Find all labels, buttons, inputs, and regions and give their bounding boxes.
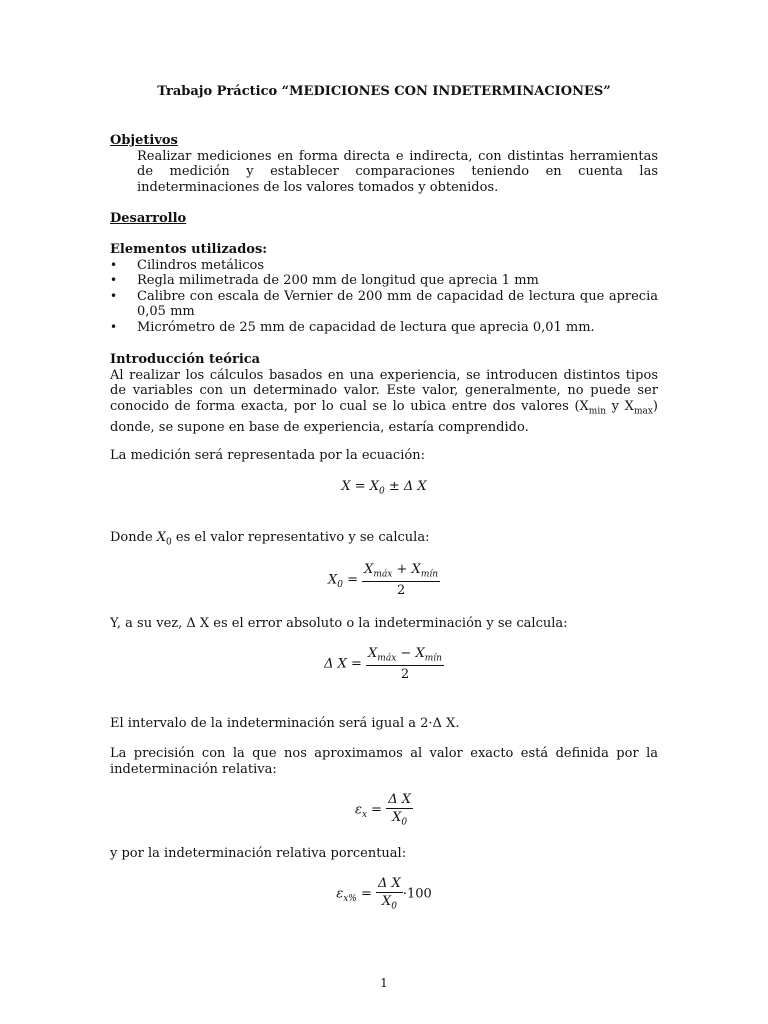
eq-text: X: [364, 562, 374, 577]
desarrollo-heading: Desarrollo: [110, 211, 187, 226]
intro-text: Al realizar los cálculos basados en una experiencia, se introducen distintos tipos de variables con un determinado valor. Este valor, generalmente, no puede ser conocido de forma exacta, por lo cual se lo ubica entre dos valores (X: [110, 367, 658, 414]
absolute-error-paragraph: Y, a su vez, Δ X es el error absoluto o la indeterminación y se calcula:: [110, 616, 568, 631]
fraction-numerator: Δ X: [388, 792, 411, 807]
list-item: • Micrómetro de 25 mm de capacidad de lectura que aprecia 0,01 mm.: [110, 320, 658, 336]
eq-sub: máx: [373, 569, 393, 580]
fraction-numerator: [362, 562, 440, 582]
eq-sub: x: [361, 809, 368, 820]
interval-paragraph: El intervalo de la indeterminación será igual a 2·Δ X.: [110, 716, 460, 731]
elementos-heading: Elementos utilizados:: [110, 242, 268, 257]
donde-paragraph: [110, 530, 658, 551]
eq-sub: 0: [401, 817, 408, 828]
eq-text: X: [327, 572, 338, 588]
eq-text: Δ X: [324, 656, 347, 672]
fraction-denominator: 2: [400, 666, 410, 682]
intro-heading: Introducción teórica: [110, 352, 261, 367]
sub-max: max: [633, 406, 653, 417]
math-var: X: [156, 530, 167, 545]
eq-text: X: [392, 810, 402, 825]
elementos-section: [110, 242, 658, 335]
fraction: [366, 646, 444, 682]
intro-paragraph: [110, 368, 658, 436]
fraction-denominator: [376, 893, 403, 912]
eq-text: − X: [396, 646, 425, 661]
eq-sub: mín: [424, 653, 442, 664]
eq-text: + X: [392, 562, 421, 577]
eq-sub: x%: [343, 893, 357, 904]
eq-sub: 0: [391, 901, 397, 912]
percentage-paragraph: y por la indeterminación relativa porcentual:: [110, 846, 407, 861]
list-item: • Calibre con escala de Vernier de 200 mm de capacidad de lectura que aprecia 0,05 mm: [110, 289, 658, 320]
page-number: 1: [380, 976, 388, 990]
eq-text: ± Δ X: [384, 479, 427, 494]
objetivos-heading: Objetivos: [110, 133, 178, 148]
fraction-numerator: [366, 646, 444, 666]
medicion-paragraph: La medición será representada por la ecuación:: [110, 448, 425, 463]
equation-representative-value: $X_0$ = $\frac{X_{máx} + X_{mín}}{2}$: [327, 562, 439, 598]
objetivos-text: Realizar mediciones en forma directa e indirecta, con distintas herramientas de medición y establecer comparaciones teniendo en cuenta las indeterminaciones de los valores tomados y obtenidos.: [137, 148, 658, 195]
text: es el valor representativo y se calcula:: [171, 530, 430, 545]
fraction: [376, 876, 403, 912]
list-item: • Cilindros metálicos: [110, 258, 658, 274]
eq-text: ε: [354, 802, 362, 818]
eq-text: X: [368, 646, 378, 661]
eq-text: X = X: [341, 479, 379, 494]
math-sub: 0: [166, 537, 172, 548]
fraction: [386, 792, 413, 828]
fraction-numerator: Δ X: [378, 876, 401, 891]
sub-min: min: [588, 406, 606, 417]
fraction: [362, 562, 440, 598]
objetivos-section: [110, 133, 658, 195]
intro-section: [110, 352, 658, 435]
precision-paragraph: La precisión con la que nos aproximamos al valor exacto está definida por la indeterminación relativa:: [110, 746, 658, 777]
intro-text: ) donde, se supone en base de experiencia, estaría comprendido.: [110, 398, 658, 435]
eq-text: ε: [336, 886, 344, 902]
fraction-denominator: 2: [396, 582, 406, 598]
fraction-denominator: [386, 809, 413, 828]
equation-relative-error: $\varepsilon_x$ = $\frac{\text{Δ X}}{X_0}$: [354, 792, 411, 828]
equation-relative-error-percent: $\varepsilon_{x\%}$ = $\frac{\text{Δ X}}{X_0}$ ·100: [336, 876, 432, 912]
eq-sub: máx: [377, 653, 397, 664]
eq-text: X: [381, 894, 392, 909]
equation-measurement: [110, 479, 658, 497]
list-item: • Regla milimetrada de 200 mm de longitud que aprecia 1 mm: [110, 273, 658, 289]
document-title: Trabajo Práctico “MEDICIONES CON INDETERMINACIONES”: [157, 84, 611, 99]
intro-text: y X: [606, 398, 634, 414]
text: Donde: [110, 530, 157, 545]
eq-sub: 0: [337, 579, 343, 590]
elementos-list: [110, 258, 658, 336]
eq-text: ·100: [402, 886, 432, 902]
equation-absolute-error: Δ X = $\frac{X_{máx} - X_{mín}}{2}$: [324, 646, 442, 682]
eq-sub: 0: [379, 486, 385, 497]
eq-sub: mín: [420, 569, 439, 580]
